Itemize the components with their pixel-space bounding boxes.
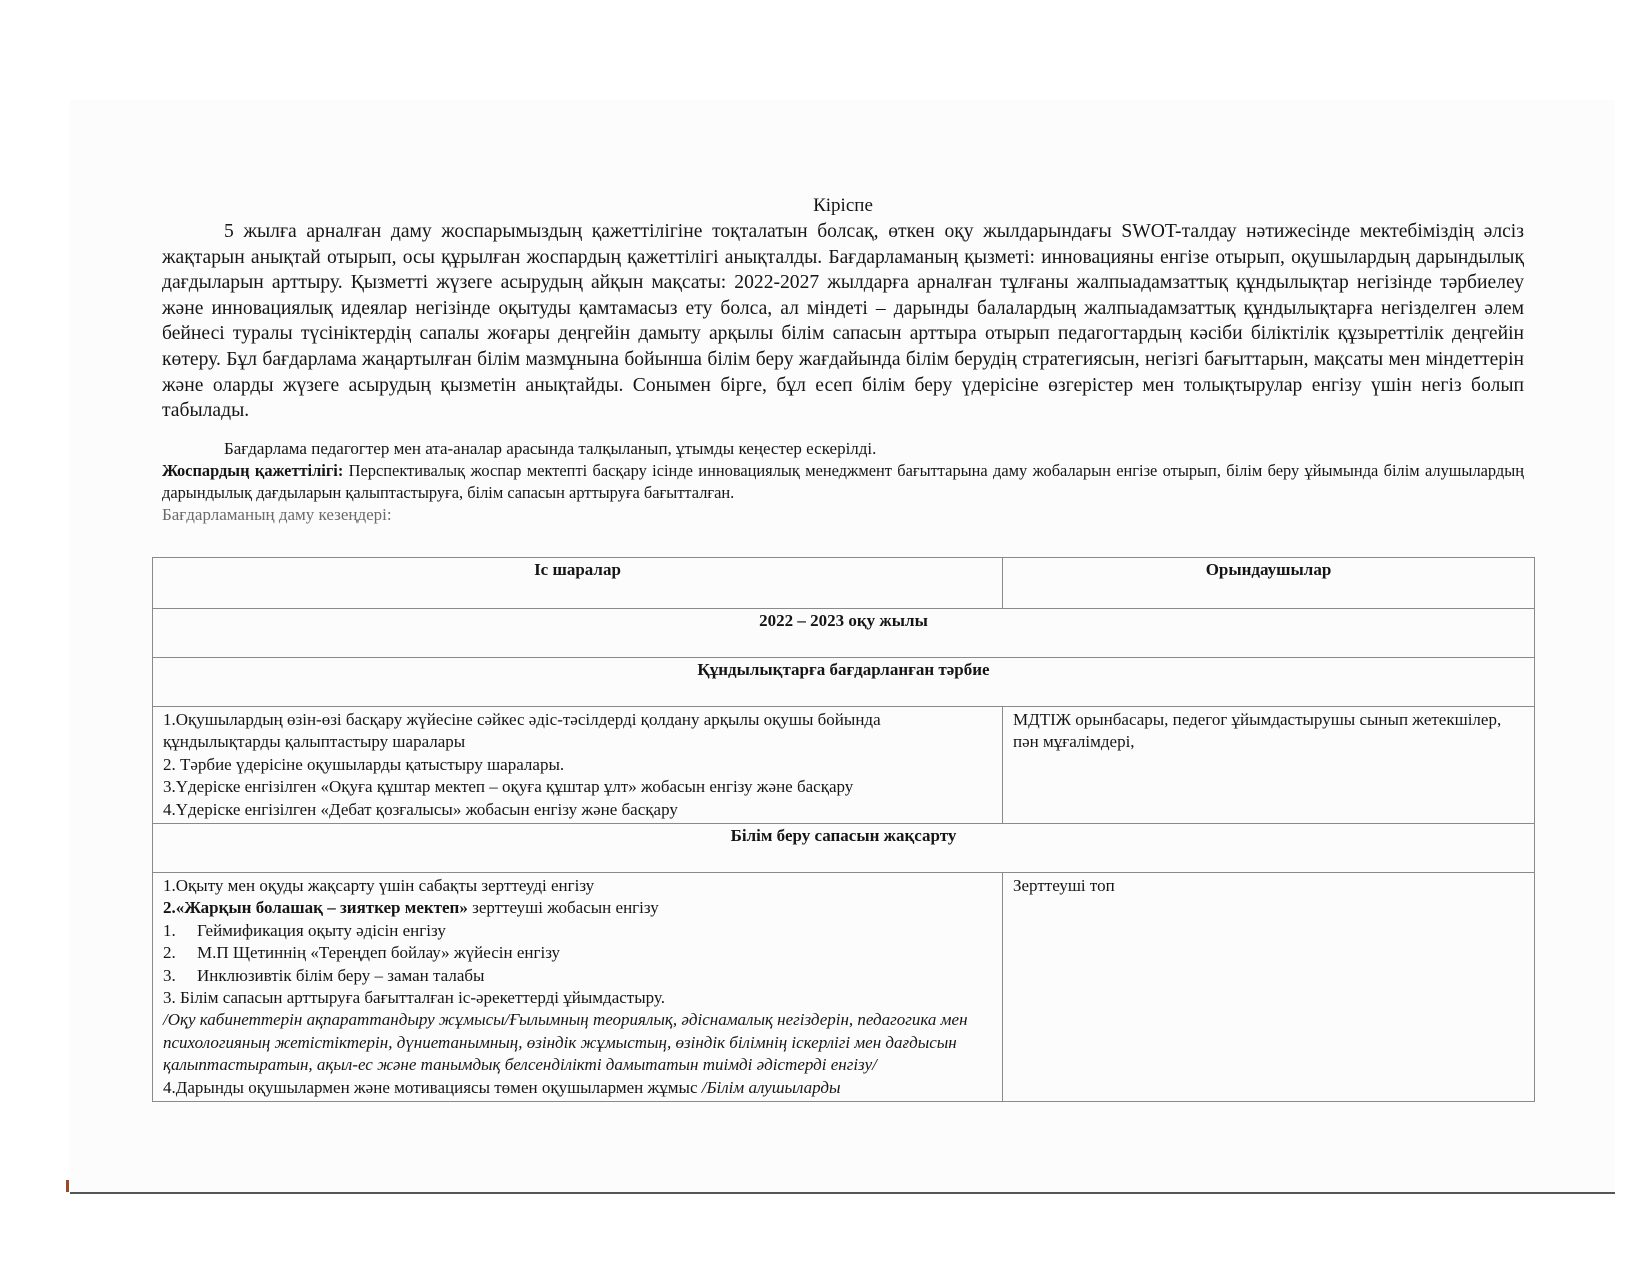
document-body bbox=[162, 195, 1524, 526]
academic-year: 2022 – 2023 оқу жылы bbox=[153, 609, 1535, 658]
project-desc: зерттеуші жобасын енгізу bbox=[467, 898, 659, 918]
list-item: 3. Білім сапасын арттыруға бағытталған іс-әрекеттерді ұйымдастыру. bbox=[163, 988, 665, 1008]
section1-activities bbox=[153, 707, 1003, 824]
section2-performers: Зерттеуші топ bbox=[1003, 873, 1535, 1102]
plan-need-label: Жоспардың қажеттілігі: bbox=[162, 460, 344, 480]
section1-title: Құндылықтарға бағдарланған тәрбие bbox=[153, 658, 1535, 707]
section2-title-row bbox=[153, 824, 1535, 873]
list-item: 2. Тәрбие үдерісіне оқушыларды қатыстыру шаралары. bbox=[163, 754, 565, 774]
sub-item-text: Геймификация оқыту әдісін енгізу bbox=[197, 920, 446, 940]
list-item bbox=[163, 1077, 992, 1099]
list-item-note: /Оқу кабинеттерін ақпараттандыру жұмысы/Ғылымның теориялық, әдіснамалық негіздерін, педагогика мен психологияның жетістіктерін, дүниетанымның, өзіндік жұмыстың, өзіндік білімнің іскерлігі мен дағдысын қалыптастыратын, ақыл-ес және танымдық белсенділікті дамытатын тиімді әдістерді енгізу/ bbox=[163, 1010, 968, 1075]
year-row bbox=[153, 609, 1535, 658]
section1-title-row bbox=[153, 658, 1535, 707]
sub-list-item bbox=[163, 920, 992, 942]
sub-item-number: 3. bbox=[163, 965, 176, 985]
sub-item-text: М.П Щетиннің «Тереңдеп бойлау» жүйесін енгізу bbox=[197, 943, 561, 963]
document-title: Кіріспе bbox=[813, 195, 873, 216]
list-item: 1.Оқушылардың өзін-өзі басқару жүйесіне сәйкес әдіс-тәсілдерді қолдану арқылы оқушы бойында құндылықтарды қалыптастыру шаралары bbox=[163, 710, 881, 752]
edge-mark bbox=[66, 1180, 69, 1192]
table-header-row bbox=[153, 558, 1535, 609]
plan-need-paragraph bbox=[162, 460, 1524, 504]
section2-activities bbox=[153, 873, 1003, 1102]
sub-item-text: Инклюзивтік білім беру – заман талабы bbox=[197, 965, 485, 985]
project-name: 2.«Жарқын болашақ – зияткер мектеп» bbox=[163, 898, 468, 918]
list-item: 3.Үдеріске енгізілген «Оқуға құштар мектеп – оқуға құштар ұлт» жобасын енгізу және басқару bbox=[163, 777, 854, 797]
sub-list-item bbox=[163, 942, 992, 964]
header-performers: Орындаушылар bbox=[1003, 558, 1535, 609]
list-item-text: 4.Дарынды оқушылармен және мотивациясы төмен оқушылармен жұмыс bbox=[163, 1077, 702, 1097]
plan-need-text: Перспективалық жоспар мектепті басқару ісінде инновациялық менеджмент бағыттарына даму жобаларын енгізе отырып, білім беру ұйымында білім алушылардың дарындылық дағдыларын қалыптастыруға, білім сапасын арттыруға бағытталған. bbox=[162, 460, 1525, 502]
sub-item-number: 1. bbox=[163, 920, 176, 940]
list-item: 1.Оқыту мен оқуды жақсарту үшін сабақты зерттеуді енгізу bbox=[163, 876, 595, 896]
list-item: 4.Үдеріске енгізілген «Дебат қозғалысы» жобасын енгізу және басқару bbox=[163, 799, 678, 819]
sub-list-item bbox=[163, 965, 992, 987]
discussion-note: Бағдарлама педагогтер мен ата-аналар арасында талқыланып, ұтымды кеңестер ескерілді. bbox=[224, 438, 877, 458]
list-item-note: /Білім алушыларды bbox=[701, 1077, 841, 1097]
sub-item-number: 2. bbox=[163, 943, 176, 963]
list-item bbox=[163, 897, 992, 919]
section1-row bbox=[153, 707, 1535, 824]
stages-label: Бағдарламаның даму кезеңдері: bbox=[162, 504, 392, 524]
section2-title: Білім беру сапасын жақсарту bbox=[153, 824, 1535, 873]
header-activities: Іс шаралар bbox=[153, 558, 1003, 609]
section2-row bbox=[153, 873, 1535, 1102]
intro-paragraph: 5 жылға арналған даму жоспарымыздың қажеттілігіне тоқталатын болсақ, өткен оқу жылдарындағы SWOT-талдау нәтижесінде мектебіміздің әлсіз жақтарын анықтай отырып, осы құрылған жоспардың қажеттілігі анықталды. Бағдарламаның қызметі: инновацияны енгізе отырып, оқушылардың дарындылық дағдыларын арттыру. Қызметті жүзеге асырудың айқын мақсаты: 2022-2027 жылдарға арналған тұлғаны жалпыадамзаттық құндылықтар негізінде тәрбиелеу және инновациялық идеялар негізінде оқытуды қамтамасыз ету болса, ал міндеті – дарынды балалардың жалпыадамзаттық құндылықтарға негізделген әлем бейнесі туралы түсініктердің сапалы жоғары деңгейін дамыту арқылы білім сапасын арттыра отырып педагогтардың кәсіби біліктілік құзыреттілік деңгейін көтеру. Бұл бағдарлама жаңартылған білім мазмұнына бойынша білім беру жағдайында білім берудің стратегиясын, негізгі бағыттарын, мақсаты мен міндеттерін және оларды жүзеге асырудың қызметін анықтайды. Сонымен бірге, бұл есеп білім беру үдерісіне өзгерістер мен толықтырулар енгізу үшін негіз болып табылады. bbox=[162, 221, 1524, 422]
section1-performers: МДТІЖ орынбасары, педегог ұйымдастырушы сынып жетекшілер, пән мұғалімдері, bbox=[1003, 707, 1535, 824]
plan-table bbox=[152, 557, 1535, 1102]
